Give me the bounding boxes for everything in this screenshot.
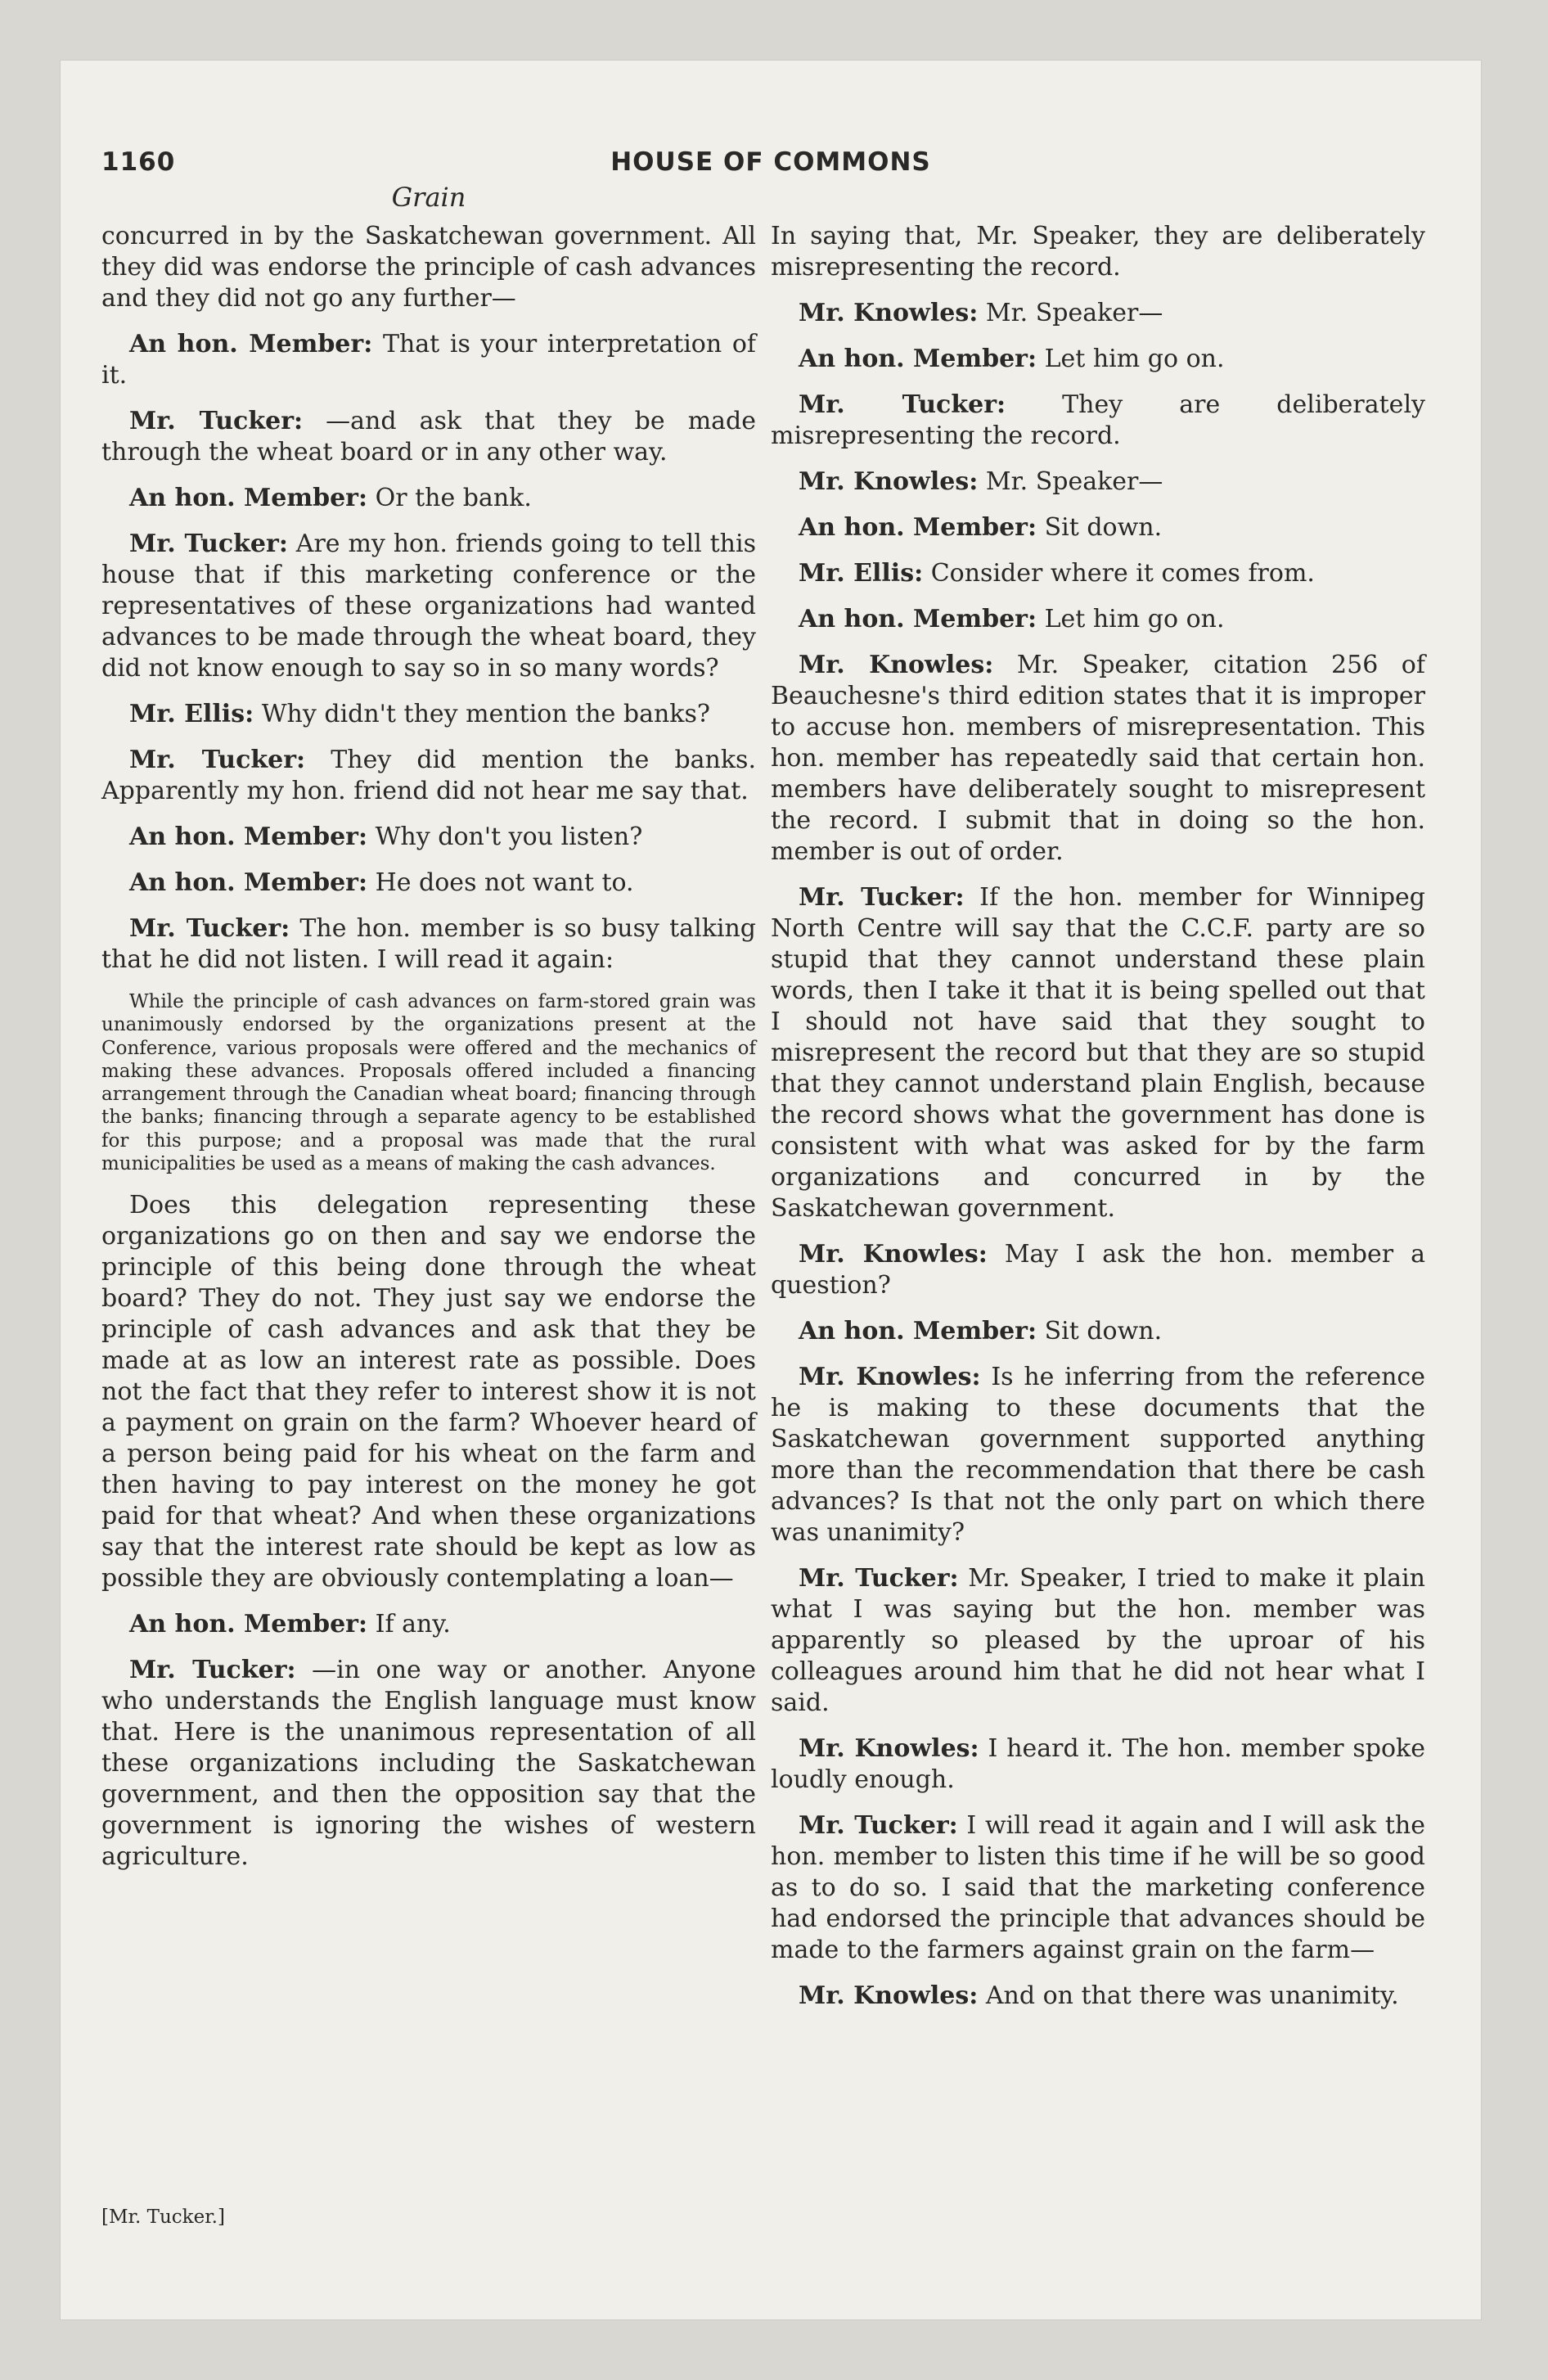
- paragraph: [771, 1563, 1425, 1719]
- running-head: HOUSE OF COMMONS: [610, 147, 931, 177]
- speech-text: Mr. Speaker, I tried to make it plain what I was saying but the hon. member was apparently so pleased by the uproar of his colleagues around him that he did not hear what I said.: [771, 1564, 1425, 1717]
- paragraph: [771, 1316, 1425, 1347]
- paragraph: [101, 529, 756, 684]
- paragraph: [771, 390, 1425, 452]
- paragraph: [771, 1810, 1425, 1966]
- speech-text: Or the bank.: [375, 484, 532, 512]
- speech-text: —in one way or another. Anyone who understands the English language must know that. Here is the unanimous representation of all these organizations including the Saskatchewan government, and then the opposition say that the government is ignoring the wishes of western agriculture.: [101, 1656, 756, 1872]
- paragraph: [101, 1609, 756, 1640]
- speaker-name: Mr. Tucker:: [799, 883, 965, 912]
- speech-text: I heard it. The hon. member spoke loudly enough.: [771, 1734, 1425, 1794]
- speech-text: concurred in by the Saskatchewan government. All they did was endorse the principle of cash advances and they did not go any further—: [101, 222, 756, 313]
- speaker-name: Mr. Knowles:: [799, 467, 979, 496]
- paragraph: [101, 1190, 756, 1594]
- speaker-name: Mr. Tucker:: [799, 1564, 959, 1593]
- speaker-name: Mr. Tucker:: [129, 407, 304, 435]
- speech-text: If the hon. member for Winnipeg North Centre will say that the C.C.F. party are so stupid that they cannot understand these plain words, then I take it that it is being spelled out that I should not have said that they sought to misrepresent the record but that they are so stupid that they cannot understand plain English, because the record shows what the government has done is consistent with what was asked for by the farm organizations and concurred in by the Saskatchewan government.: [771, 883, 1425, 1223]
- paragraph: [771, 512, 1425, 543]
- paragraph: [101, 1655, 756, 1873]
- paragraph: [101, 822, 756, 853]
- paragraph: [771, 882, 1425, 1224]
- speaker-name: Mr. Knowles:: [799, 1363, 981, 1391]
- right-column-paragraphs: [771, 221, 1425, 2012]
- speaker-name: An hon. Member:: [129, 484, 368, 512]
- paragraph: [101, 699, 756, 730]
- speech-text: The hon. member is so busy talking that he did not listen. I will read it again:: [101, 914, 756, 974]
- speech-text: Why don't you listen?: [375, 823, 643, 851]
- speaker-name: Mr. Knowles:: [799, 1240, 988, 1269]
- speech-text: May I ask the hon. member a question?: [771, 1240, 1425, 1300]
- speech-text: Let him go on.: [1044, 605, 1225, 633]
- speaker-name: Mr. Tucker:: [799, 390, 1006, 419]
- speech-text: —and ask that they be made through the wheat board or in any other way.: [101, 407, 756, 467]
- speech-text: Mr. Speaker, citation 256 of Beauchesne's third edition states that it is improper to accuse hon. members of misrepresentation. This hon. member has repeatedly said that certain hon. members have deliberately sought to misrepresent the record. I submit that in doing so the hon. member is out of order.: [771, 651, 1425, 866]
- speech-text: Sit down.: [1044, 513, 1163, 542]
- speech-text: And on that there was unanimity.: [985, 1981, 1399, 2010]
- paragraph: [771, 1981, 1425, 2012]
- speaker-name: An hon. Member:: [129, 868, 368, 897]
- speaker-name: An hon. Member:: [129, 1610, 368, 1639]
- speech-text: If any.: [375, 1610, 451, 1639]
- section-title: Grain: [391, 182, 466, 213]
- paragraph: [771, 1362, 1425, 1548]
- speech-text: Consider where it comes from.: [930, 559, 1315, 588]
- paragraph: [771, 604, 1425, 635]
- speaker-name: An hon. Member:: [799, 345, 1037, 373]
- speech-text: That is your interpretation of it.: [101, 330, 756, 390]
- speech-text: Mr. Speaker—: [985, 299, 1163, 327]
- speaker-name: Mr. Tucker:: [129, 1656, 296, 1685]
- speaker-name: An hon. Member:: [129, 330, 373, 358]
- paragraph: [101, 221, 756, 314]
- paragraph: [101, 483, 756, 514]
- speaker-name: An hon. Member:: [799, 605, 1037, 633]
- speaker-name: An hon. Member:: [799, 513, 1037, 542]
- speech-text: Is he inferring from the reference he is making to these documents that the Saskatchewan government supported anything more than the recommendation that there be cash advances? Is that not the only part on which there was unanimity?: [771, 1363, 1425, 1547]
- page-header: [101, 147, 1440, 182]
- speaker-name: Mr. Knowles:: [799, 1981, 979, 2010]
- speech-text: In saying that, Mr. Speaker, they are deliberately misrepresenting the record.: [771, 222, 1425, 282]
- paragraph: [101, 406, 756, 468]
- speaker-name: Mr. Ellis:: [799, 559, 924, 588]
- speaker-name: An hon. Member:: [799, 1317, 1037, 1346]
- speech-text: I will read it again and I will ask the hon. member to listen this time if he will be so good as to do so. I said that the marketing conference had endorsed the principle that advances should be made to the farmers against grain on the farm—: [771, 1811, 1425, 1964]
- paragraph: [101, 868, 756, 899]
- quoted-passage: While the principle of cash advances on farm-stored grain was unanimously endorsed by the organizations present at the Conference, various proposals were offered and the mechanics of making these advances. Proposals offered included a financing arrangement through the Canadian wheat board; financing through the banks; financing through a separate agency to be established for this purpose; and a proposal was made that the rural municipalities be used as a means of making the cash advances.: [101, 991, 756, 1175]
- speaker-name: Mr. Tucker:: [129, 530, 288, 558]
- speech-text: They are deliberately misrepresenting the record.: [771, 390, 1425, 450]
- paragraph: [771, 298, 1425, 329]
- speaker-name: Mr. Tucker:: [129, 746, 306, 774]
- right-column: [771, 221, 1425, 2026]
- left-column-paragraphs-after: [101, 1190, 756, 1873]
- document-page: [61, 61, 1481, 2319]
- speech-text: Does this delegation representing these organizations go on then and say we endorse the principle of this being done through the wheat board? They do not. They just say we endorse the principle of cash advances and ask that they be made at as low an interest rate as possible. Does not the fact that they refer to interest show it is not a payment on grain on the farm? Whoever heard of a person being paid for his wheat on the farm and then having to pay interest on the money he got paid for that wheat? And when these organizations say that the interest rate should be kept as low as possible they are obviously contemplating a loan—: [101, 1191, 756, 1593]
- speaker-name: Mr. Knowles:: [799, 651, 994, 679]
- paragraph: [771, 344, 1425, 375]
- paragraph: [771, 221, 1425, 283]
- speech-text: Sit down.: [1044, 1317, 1163, 1346]
- speech-text: They did mention the banks. Apparently my hon. friend did not hear me say that.: [101, 746, 756, 805]
- speech-text: He does not want to.: [375, 868, 634, 897]
- speaker-name: An hon. Member:: [129, 823, 368, 851]
- speech-text: Are my hon. friends going to tell this house that if this marketing conference or the representatives of these organizations had wanted advances to be made through the wheat board, they did not know enough to say so in so many words?: [101, 530, 756, 683]
- speech-text: Mr. Speaker—: [985, 467, 1163, 496]
- paragraph: [771, 467, 1425, 498]
- paragraph: [101, 913, 756, 976]
- speech-text: Why didn't they mention the banks?: [261, 700, 710, 728]
- paragraph: [771, 650, 1425, 868]
- paragraph: [101, 329, 756, 391]
- speaker-name: Mr. Ellis:: [129, 700, 254, 728]
- paragraph: [771, 558, 1425, 589]
- paragraph: [771, 1733, 1425, 1796]
- speaker-name: Mr. Knowles:: [799, 299, 979, 327]
- page-footer: [Mr. Tucker.]: [101, 2206, 225, 2228]
- left-column-paragraphs: [101, 221, 756, 976]
- speaker-name: Mr. Knowles:: [799, 1734, 979, 1763]
- speaker-name: Mr. Tucker:: [129, 914, 290, 943]
- paragraph: [101, 745, 756, 807]
- speaker-name: Mr. Tucker:: [799, 1811, 958, 1840]
- paragraph: [771, 1239, 1425, 1301]
- left-column: [101, 221, 756, 1887]
- page-number: 1160: [101, 147, 176, 177]
- speech-text: Let him go on.: [1044, 345, 1225, 373]
